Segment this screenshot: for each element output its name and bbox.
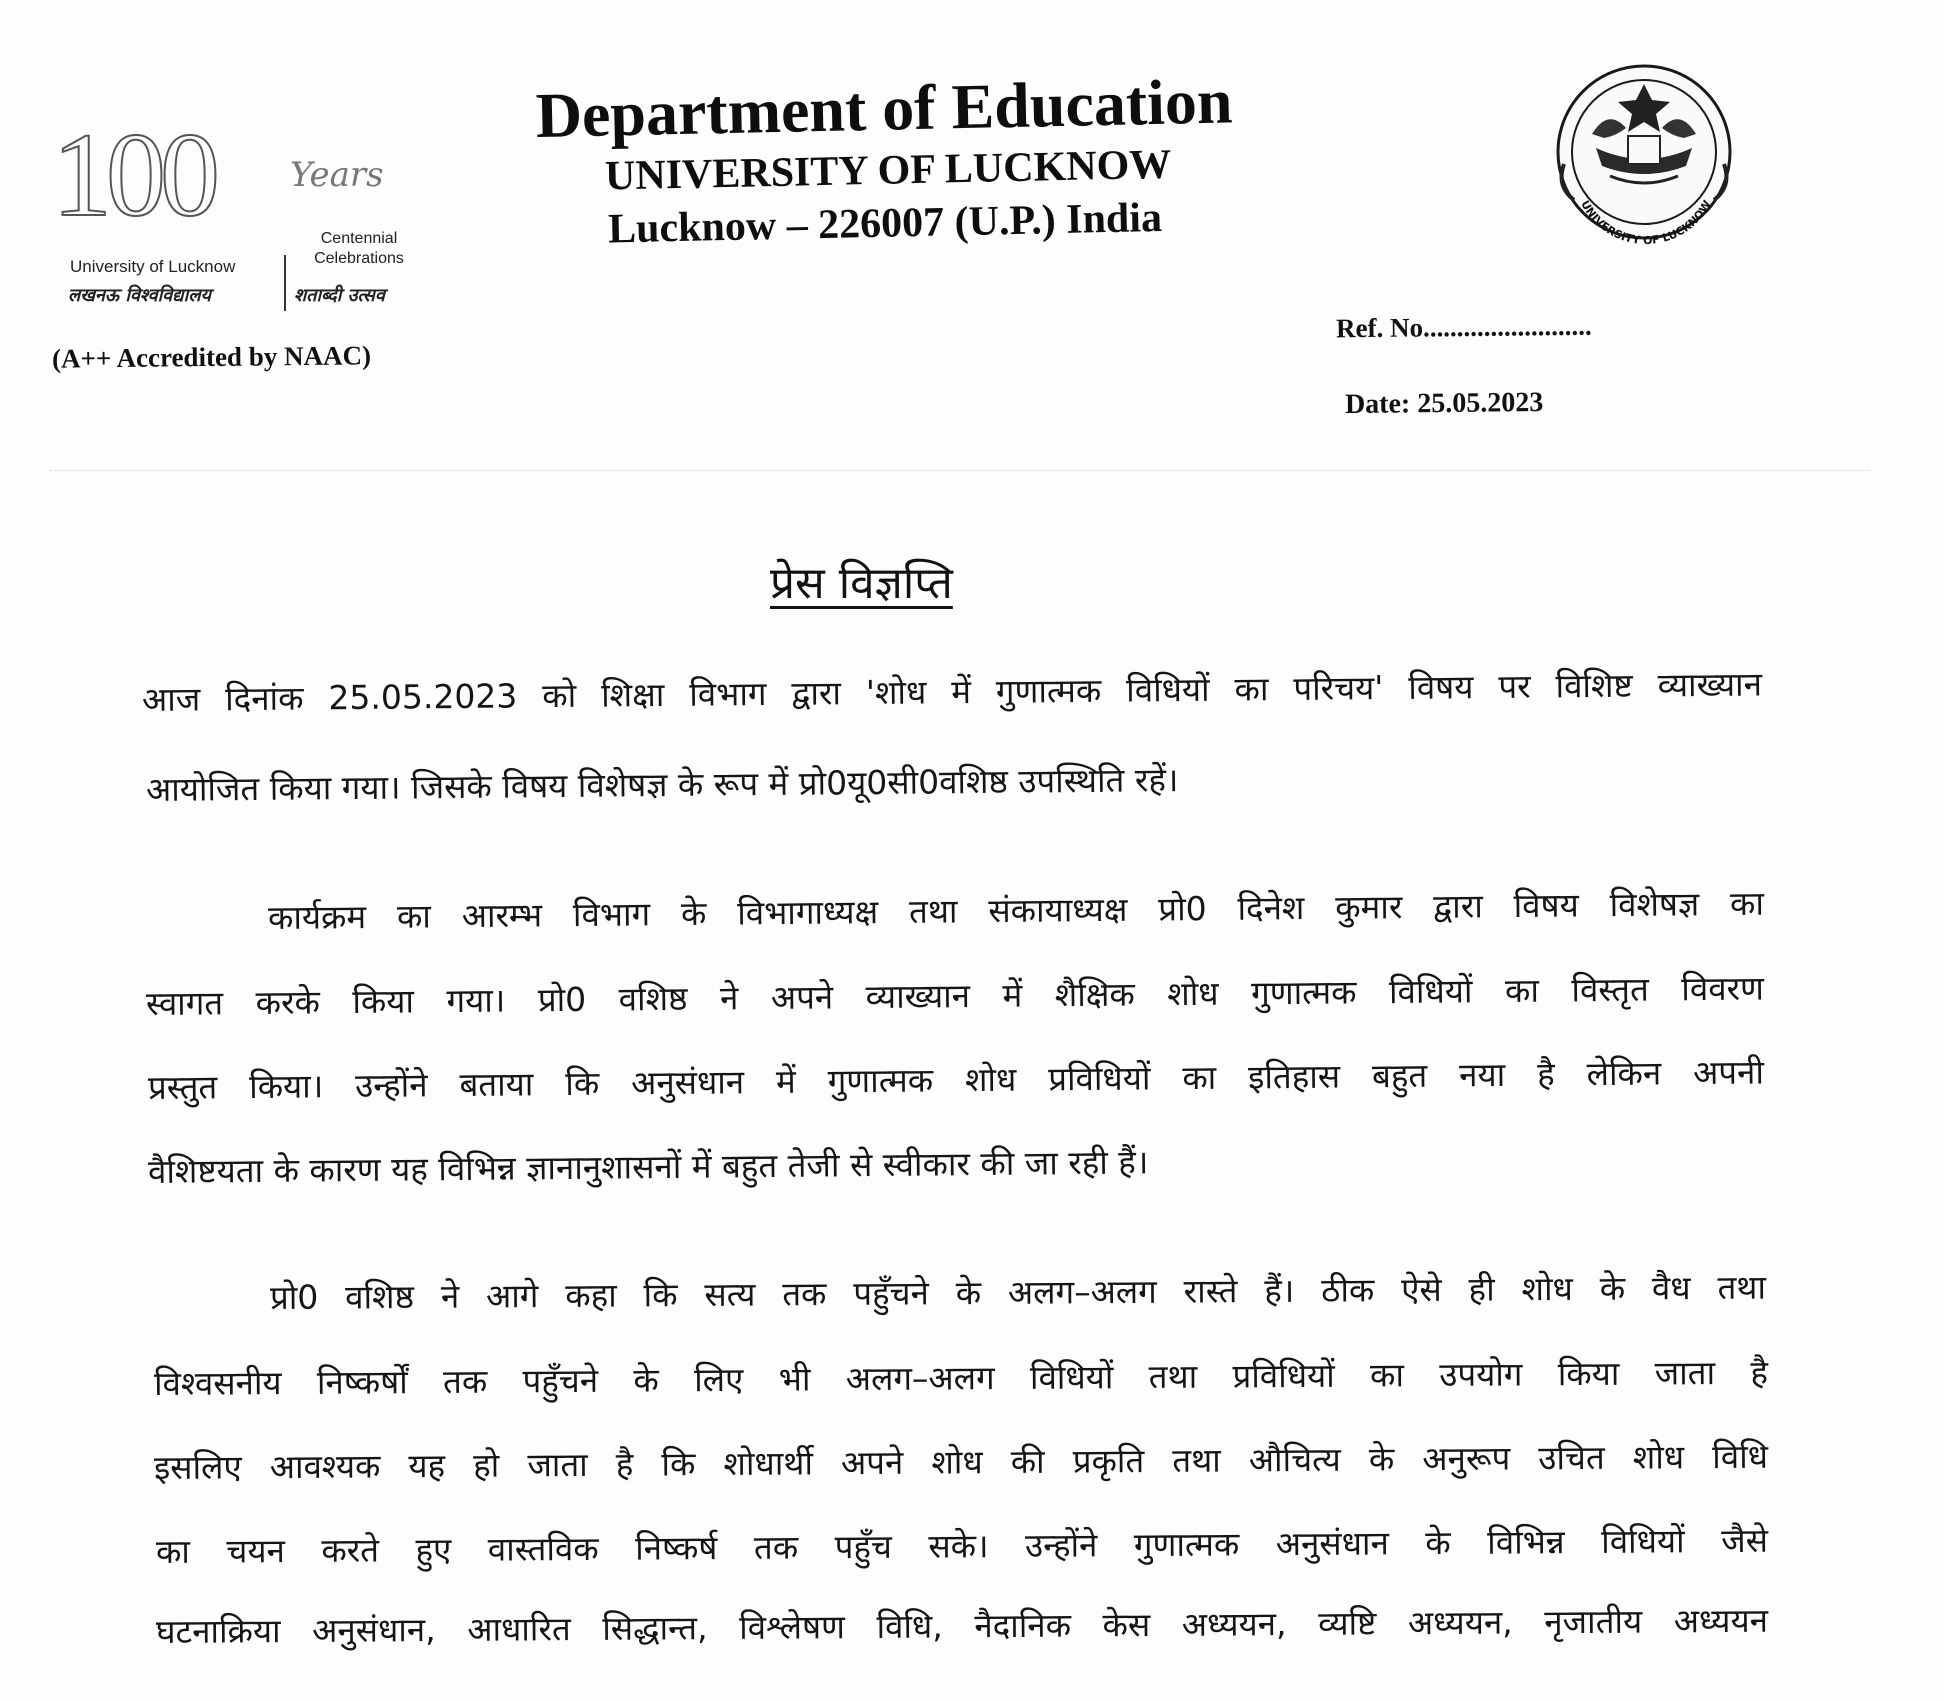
letterhead-divider bbox=[50, 470, 1870, 471]
university-address: Lucknow – 226007 (U.P.) India bbox=[607, 194, 1163, 253]
body-line: इसलिए आवश्यक यह हो जाता है कि शोधार्थी अपने शोध की प्रकृति तथा औचित्य के अनुरूप उचित शोध विधि bbox=[153, 1436, 1769, 1487]
centennial-celebrations-en: Centennial Celebrations bbox=[314, 230, 404, 267]
body-line: आज दिनांक 25.05.2023 को शिक्षा विभाग द्वारा 'शोध में गुणात्मक विधियों का परिचय' विषय पर विशिष्ट व्याख्यान bbox=[141, 664, 1763, 719]
naac-accreditation: (A++ Accredited by NAAC) bbox=[51, 340, 372, 374]
body-line: प्रो0 वशिष्ठ ने आगे कहा कि सत्य तक पहुँचने के अलग–अलग रास्ते हैं। ठीक ऐसे ही शोध के वैध तथा bbox=[269, 1267, 1767, 1317]
university-seal-emblem bbox=[1530, 52, 1758, 252]
department-title: Department of Education bbox=[535, 65, 1234, 151]
logo-divider bbox=[284, 255, 286, 311]
body-line: प्रस्तुत किया। उन्होंने बताया कि अनुसंधान में गुणात्मक शोध प्रविधियों का इतिहास बहुत नया है लेकिन अपनी bbox=[147, 1052, 1765, 1107]
reference-number: Ref. No......................... bbox=[1335, 310, 1592, 344]
seal-graphic bbox=[1530, 52, 1758, 252]
letter-date: Date: 25.05.2023 bbox=[1344, 386, 1544, 421]
logo-university-en: University of Lucknow bbox=[70, 257, 236, 276]
body-line: स्वागत करके किया गया। प्रो0 वशिष्ठ ने अपने व्याख्यान में शैक्षिक शोध गुणात्मक विधियों का विस्तृत विवरण bbox=[145, 968, 1765, 1023]
centenary-logo bbox=[52, 108, 432, 315]
centennial-celebrations-hi: शताब्दी उत्सव bbox=[294, 285, 385, 306]
body-line: का चयन करते हुए वास्तविक निष्कर्ष तक पहुँच सके। उन्होंने गुणात्मक अनुसंधान के विभिन्न विधियों जैसे bbox=[155, 1520, 1769, 1571]
letterhead-title-block bbox=[535, 62, 1399, 258]
seal-text: UNIVERSITY OF LUCKNOW bbox=[1578, 198, 1714, 248]
press-release-heading: प्रेस विज्ञप्ति bbox=[770, 558, 953, 609]
body-line: वैशिष्टयता के कारण यह विभिन्न ज्ञानानुशासनों में बहुत तेजी से स्वीकार की जा रही हैं। bbox=[147, 1142, 1149, 1191]
logo-university-hi: लखनऊ विश्वविद्यालय bbox=[68, 285, 211, 306]
body-line: घटनाक्रिया अनुसंधान, आधारित सिद्धान्त, विश्लेषण विधि, नैदानिक केस अध्ययन, व्यष्टि अध्ययन, नृजातीय अध्ययन bbox=[155, 1600, 1769, 1651]
university-name: UNIVERSITY OF LUCKNOW bbox=[604, 141, 1172, 200]
centenary-years-label: Years bbox=[290, 155, 384, 195]
centenary-number: 100 bbox=[52, 108, 214, 241]
body-line: कार्यक्रम का आरम्भ विभाग के विभागाध्यक्ष तथा संकायाध्यक्ष प्रो0 दिनेश कुमार द्वारा विषय विशेषज्ञ का bbox=[267, 883, 1765, 937]
body-line: आयोजित किया गया। जिसके विषय विशेषज्ञ के रूप में प्रो0यू0सी0वशिष्ठ उपस्थिति रहें। bbox=[145, 760, 1179, 809]
body-line: विश्वसनीय निष्कर्षों तक पहुँचने के लिए भी अलग–अलग विधियों तथा प्रविधियों का उपयोग किया जाता है bbox=[153, 1352, 1769, 1403]
